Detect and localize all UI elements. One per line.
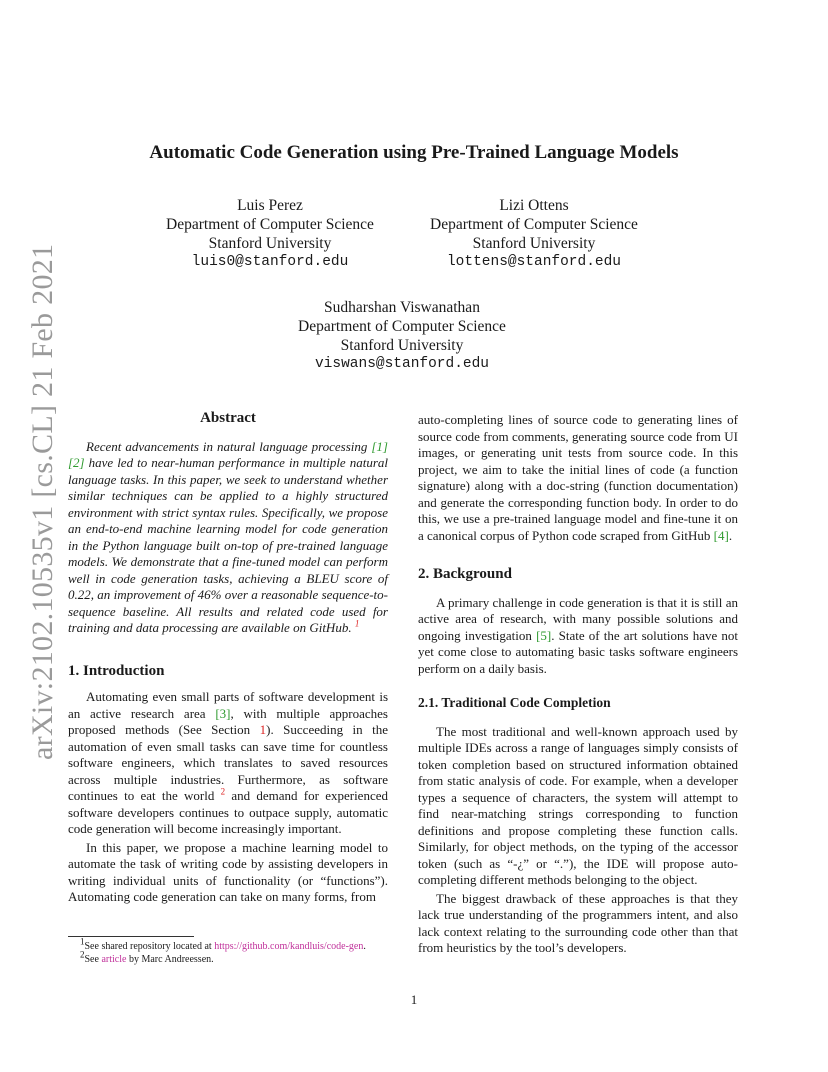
tcc-paragraph-2: The biggest drawback of these approaches is that they lack true understanding of the programmers intent, and also lack context relating to the surrounding code other than that from heuristics by the tool’s developers.	[418, 890, 738, 955]
intro-paragraph-2: In this paper, we propose a machine learning model to automate the task of writing code by assisting developers in writing individual units of functionality (or “functions”). Automating code generation can take on many forms, from	[68, 839, 388, 904]
author-email[interactable]: lottens@stanford.edu	[446, 254, 622, 270]
footnote-link[interactable]: https://github.com/kandluis/code-gen	[214, 941, 364, 952]
left-column	[68, 410, 388, 906]
footnote-rule	[68, 936, 194, 937]
author-block-3	[262, 298, 542, 374]
author-dept: Department of Computer Science	[166, 216, 374, 233]
abstract-heading: Abstract	[200, 410, 256, 426]
intro-paragraph-1: Automating even small parts of software development is an active research area [3], with multiple approaches proposed methods (See Section 1). Succeeding in the automation of even small tasks can save time for countless software engineers, which translates to saved resources across multiple industries. Furthermore, as software continues to eat the world $^2$ and demand for experienced software developers continues to outpace supply, automatic code generation will become increasingly important.	[68, 689, 389, 836]
author-univ: Stanford University	[472, 235, 596, 252]
citation-link[interactable]: [2]	[68, 455, 85, 470]
author-univ: Stanford University	[340, 337, 464, 354]
right-column	[418, 412, 738, 957]
arxiv-stamp: arXiv:2102.10535v1 [cs.CL] 21 Feb 2021	[26, 243, 59, 760]
citation-link[interactable]: [1]	[371, 438, 388, 454]
tcc-paragraph-1: The most traditional and well-known approach used by multiple IDEs across a range of languages simply consists of token completion based on structured information obtained from static analysis of code. For example, when a developer types a sequence of characters, the system will attempt to find near-matching strings corresponding to function definitions and propose completing these function calls. Similarly, for object methods, on the typing of the accessor token (such as “-¿” or “.”), the IDE will propose auto-completing different methods belonging to the object.	[418, 723, 738, 887]
citation-link[interactable]: [3]	[215, 705, 231, 721]
author-dept: Department of Computer Science	[298, 318, 506, 335]
footnote-2: $^2$See article by Marc Andreessen.	[80, 949, 214, 965]
background-paragraph: A primary challenge in code generation is that it is still an active area of research, with many possible solutions and ongoing investigation [5]. State of the art solutions have not yet come close to automating basic tasks software engineers perform on a daily basis.	[418, 594, 738, 676]
author-email[interactable]: viswans@stanford.edu	[314, 356, 490, 372]
section-heading-background: 2. Background	[418, 566, 512, 582]
footnotes	[80, 936, 400, 966]
page-number: 1	[410, 992, 418, 1007]
citation-link[interactable]: [4]	[713, 527, 729, 543]
author-name: Luis Perez	[237, 197, 303, 214]
footnote-mark[interactable]: 1	[354, 618, 360, 629]
author-email[interactable]: luis0@stanford.edu	[191, 254, 349, 270]
paper-title: Automatic Code Generation using Pre-Trained Language Models	[149, 142, 679, 163]
subsection-heading-traditional-code-completion: 2.1. Traditional Code Completion	[418, 695, 611, 710]
footnote-link[interactable]: article	[101, 954, 127, 965]
author-block-1	[150, 196, 390, 272]
footnote-mark[interactable]: 2	[220, 786, 226, 797]
citation-link[interactable]: [5]	[536, 627, 552, 643]
author-block-2	[414, 196, 654, 272]
footnote-1: $^1$See shared repository located at https://github.com/kandluis/code-gen.	[80, 936, 366, 952]
abstract-text: Recent advancements in natural language processing [1] [2] have led to near-human performance in multiple natural language tasks. In this paper, we seek to understand whether similar techniques can be applied to a highly structured environment with strict syntax rules. Specifically, we propose an end-to-end machine learning model for code generation in the Python language built on-top of pre-trained language models. We demonstrate that a fine-tuned model can perform well in code generation tasks, achieving a BLEU score of 0.22, an improvement of 46% over a reasonable sequence-to-sequence baseline. All results and related code used for training and data processing are available on GitHub. $^1$	[68, 438, 388, 635]
author-dept: Department of Computer Science	[430, 216, 638, 233]
section-heading-introduction: 1. Introduction	[68, 662, 165, 679]
author-name: Sudharshan Viswanathan	[324, 299, 480, 316]
author-univ: Stanford University	[208, 235, 332, 252]
section-link[interactable]: 1	[259, 722, 267, 737]
intro-continuation: auto-completing lines of source code to generating lines of source code from comments, generating source code from UI images, or generating unit tests from source code. In this project, we aim to take the initial lines of code (a function signature) along with a doc-string (function documentation) and generate the corresponding function body. In order to do this, we use a pre-trained language model and fine-tune it on a canonical corpus of Python code scraped from GitHub [4].	[418, 412, 738, 543]
author-name: Lizi Ottens	[499, 197, 569, 214]
